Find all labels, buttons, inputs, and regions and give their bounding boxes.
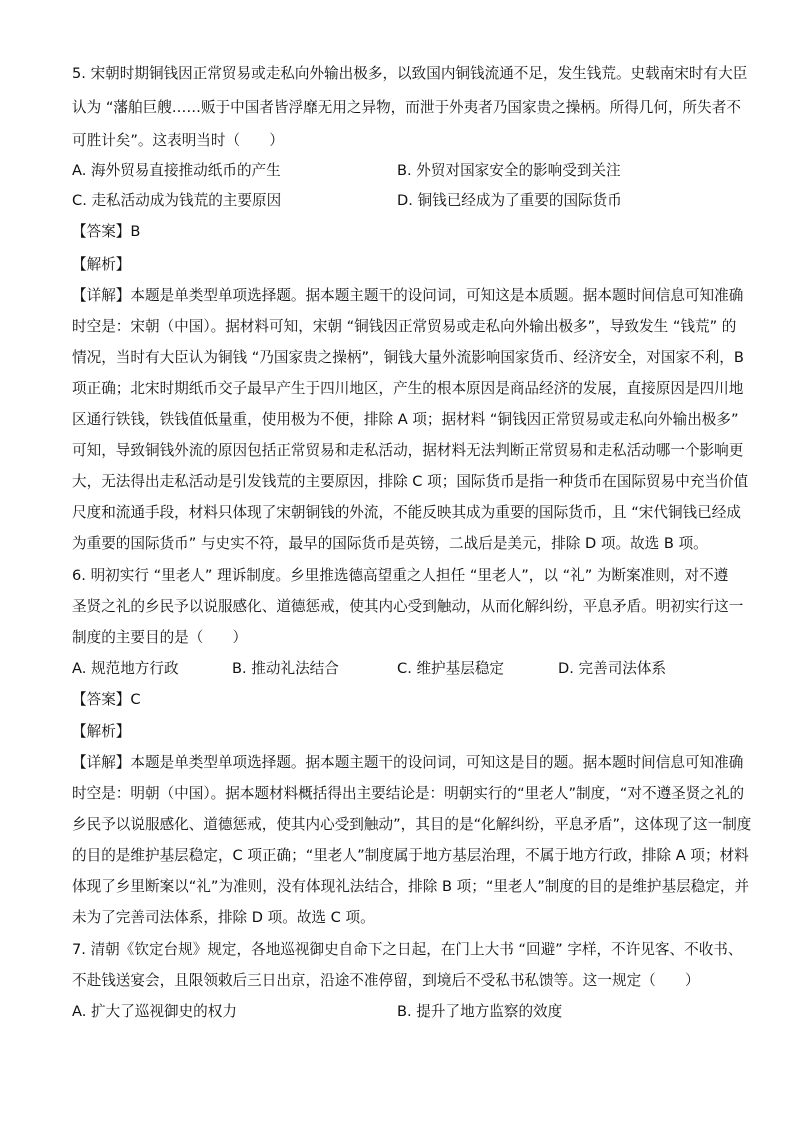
q6-detail-line-4: 的目的是维护基层稳定，C 项正确；“里老人”制度属于地方基层治理，不属于地方行政，排除 A 项；材料 xyxy=(72,847,749,864)
q5-option-a: A. 海外贸易直接推动纸币的产生 xyxy=(72,162,281,179)
q5-detail-line-1: 【详解】本题是单类型单项选择题。据本题主题干的设问词，可知这是本质题。据本题时间信息可知准确 xyxy=(72,287,744,304)
q7-stem-line-2: 不赴钱送宴会，且限领敕后三日出京，沿途不准停留，到境后不受私书私馈等。这一规定（ ） xyxy=(72,972,700,989)
q6-detail-line-2: 时空是：明朝（中国）。据本题材料概括得出主要结论是：明朝实行的“里老人”制度，“对不遵圣贤之礼的 xyxy=(72,785,745,802)
q5-detail-line-4: 项正确；北宋时期纸币交子最早产生于四川地区，产生的根本原因是商品经济的发展，直接原因是四川地 xyxy=(72,380,744,397)
q7-option-b: B. 提升了地方监察的效度 xyxy=(397,1003,563,1020)
q6-analysis-label: 【解析】 xyxy=(72,723,131,740)
q5-stem-line-3: 可胜计矣”。这表明当时（ ） xyxy=(72,132,284,149)
q5-analysis-label: 【解析】 xyxy=(72,256,131,273)
q5-stem-line-1: 5. 宋朝时期铜钱因正常贸易或走私向外输出极多，以致国内铜钱流通不足，发生钱荒。史载南宋时有大臣 xyxy=(72,65,748,82)
q6-stem-line-1: 6. 明初实行 “里老人” 理诉制度。乡里推选德高望重之人担任 “里老人”，以 “礼” 为断案准则，对不遵 xyxy=(72,567,729,584)
q6-option-b: B. 推动礼法结合 xyxy=(232,660,339,677)
q6-stem-line-3: 制度的主要目的是（ ） xyxy=(72,629,248,646)
q5-option-b: B. 外贸对国家安全的影响受到关注 xyxy=(397,162,621,179)
q5-stem-line-2: 认为 “藩舶巨艘……贩于中国者皆浮靡无用之异物，而泄于外夷者乃国家贵之操柄。所得几何，所失者不 xyxy=(72,99,741,116)
q6-answer: 【答案】C xyxy=(72,691,141,708)
q7-stem-line-1: 7. 清朝《钦定台规》规定，各地巡视御史自命下之日起，在门上大书 “回避” 字样，不许见客、不收书、 xyxy=(72,941,743,958)
q5-detail-line-7: 大，无法得出走私活动是引发钱荒的主要原因，排除 C 项；国际货币是指一种货币在国际贸易中充当价值 xyxy=(72,473,749,490)
q6-option-c: C. 维护基层稳定 xyxy=(397,660,505,677)
q6-option-d: D. 完善司法体系 xyxy=(558,660,667,677)
q6-detail-line-6: 未为了完善司法体系，排除 D 项。故选 C 项。 xyxy=(72,909,375,926)
q5-detail-line-2: 时空是：宋朝（中国）。据材料可知，宋朝 “铜钱因正常贸易或走私向外输出极多”，导致发生 “钱荒” 的 xyxy=(72,318,737,335)
q6-detail-line-1: 【详解】本题是单类型单项选择题。据本题主题干的设问词，可知这是目的题。据本题时间信息可知准确 xyxy=(72,754,744,771)
q7-option-a: A. 扩大了巡视御史的权力 xyxy=(72,1003,237,1020)
q5-detail-line-9: 为重要的国际货币” 与史实不符，最早的国际货币是英镑，二战后是美元，排除 D 项。故选 B 项。 xyxy=(72,535,708,552)
q5-detail-line-3: 情况，当时有大臣认为铜钱 “乃国家贵之操柄”，铜钱大量外流影响国家货币、经济安全，对国家不利，B xyxy=(72,349,744,366)
q5-detail-line-6: 可知，导致铜钱外流的原因包括正常贸易和走私活动，据材料无法判断正常贸易和走私活动哪一个影响更 xyxy=(72,442,744,459)
q5-detail-line-5: 区通行铁钱，铁钱值低量重，使用极为不便，排除 A 项；据材料 “铜钱因正常贸易或走私向外输出极多” xyxy=(72,411,739,428)
q5-option-d: D. 铜钱已经成为了重要的国际货币 xyxy=(397,192,622,209)
q6-option-a: A. 规范地方行政 xyxy=(72,660,179,677)
q5-detail-line-8: 尺度和流通手段，材料只体现了宋朝铜钱的外流，不能反映其成为重要的国际货币，且 “宋代铜钱已经成 xyxy=(72,504,741,521)
q6-detail-line-5: 体现了乡里断案以“礼”为准则，没有体现礼法结合，排除 B 项；“里老人”制度的目的是维护基层稳定，并 xyxy=(72,878,750,895)
q6-detail-line-3: 乡民予以说服感化、道德惩戒，使其内心受到触动”，其目的是“化解纠纷，平息矛盾”，这体现了这一制度 xyxy=(72,816,752,833)
q6-stem-line-2: 圣贤之礼的乡民予以说服感化、道德惩戒，使其内心受到触动，从而化解纠纷，平息矛盾。明初实行这一 xyxy=(72,598,744,615)
q5-option-c: C. 走私活动成为钱荒的主要原因 xyxy=(72,192,282,209)
q5-answer: 【答案】B xyxy=(72,223,141,240)
